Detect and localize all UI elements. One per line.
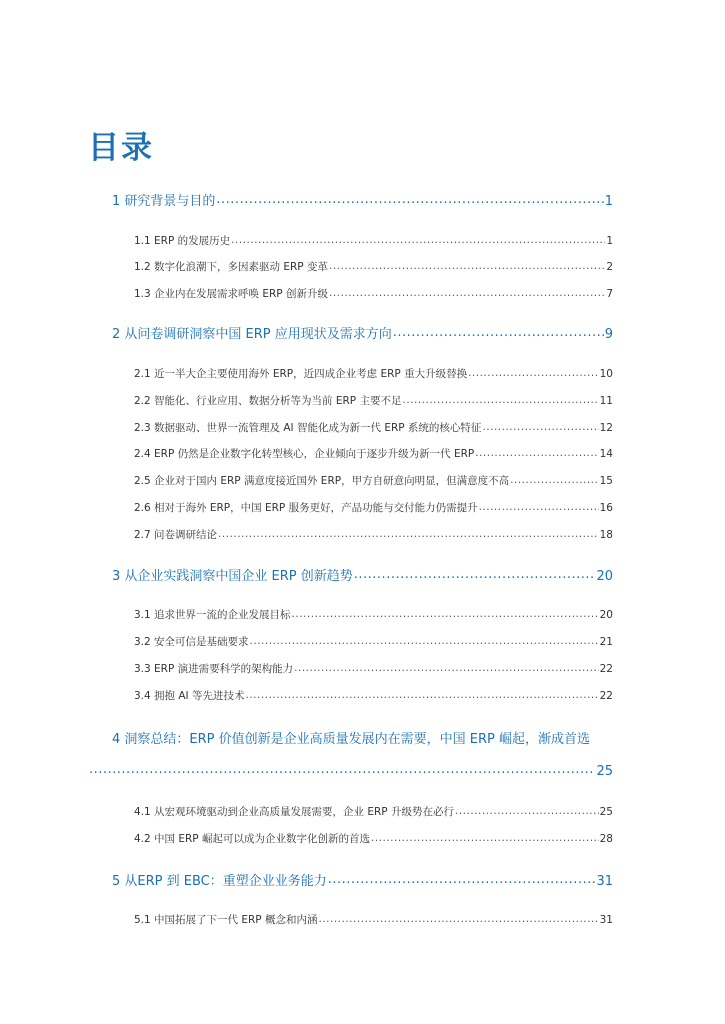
toc-page-number: 21 [599, 636, 613, 648]
toc-page-number: 31 [599, 914, 613, 926]
toc-entry-2-4[interactable] [134, 446, 613, 461]
toc-entry-1-3[interactable] [134, 286, 613, 301]
toc-entry-1-2[interactable] [134, 259, 613, 274]
toc-page-number: 7 [606, 288, 613, 300]
toc-entry-label: 5.1 中国拓展了下一代 ERP 概念和内涵 [134, 914, 318, 926]
toc-entry-3-1[interactable] [134, 607, 613, 622]
dot-leader [218, 528, 599, 539]
dot-leader [455, 805, 599, 816]
dot-leader [371, 832, 599, 843]
dot-leader [479, 501, 599, 512]
toc-entry-label: 2.2 智能化、行业应用、数据分析等为当前 ERP 主要不足 [134, 395, 402, 407]
toc-page-number: 18 [599, 529, 613, 541]
toc-entry-2[interactable] [112, 323, 613, 342]
toc-entry-4-1[interactable] [134, 804, 613, 819]
toc-page-number: 14 [599, 448, 613, 460]
toc-page-number: 12 [599, 422, 613, 434]
toc-page-number: 1 [604, 194, 613, 209]
dot-leader [231, 234, 605, 245]
dot-leader [292, 608, 599, 619]
toc-page-number: 25 [596, 764, 613, 779]
toc-entry-label: 2.1 近一半大企主要使用海外 ERP，近四成企业考虑 ERP 重大升级替换 [134, 368, 468, 380]
toc-page-number: 28 [599, 833, 613, 845]
toc-entry-label: 3.4 拥抱 AI 等先进技术 [134, 690, 245, 702]
toc-entry-2-3[interactable] [134, 420, 613, 435]
toc-entry-2-7[interactable] [134, 527, 613, 542]
dot-leader [318, 913, 598, 924]
toc-page-number: 22 [599, 663, 613, 675]
page-title: 目录 [88, 130, 154, 166]
dot-leader [402, 394, 598, 405]
toc-page-number: 22 [599, 690, 613, 702]
dot-leader [329, 260, 605, 271]
toc-page-number: 16 [599, 502, 613, 514]
toc-page-number: 10 [599, 368, 613, 380]
dot-leader [250, 635, 599, 646]
dot-leader [89, 762, 595, 775]
toc-page-number: 15 [599, 475, 613, 487]
toc-entry-4-label-line[interactable] [112, 728, 613, 747]
toc-entry-4-2[interactable] [134, 831, 613, 846]
toc-entry-3-2[interactable] [134, 634, 613, 649]
toc-page-number: 20 [596, 569, 613, 584]
toc-entry-4[interactable] [88, 762, 613, 779]
dot-leader [475, 447, 598, 458]
toc-entry-label: 1.1 ERP 的发展历史 [134, 235, 231, 247]
dot-leader [216, 192, 603, 205]
toc-entry-1[interactable] [112, 190, 613, 209]
toc-entry-label: 4.2 中国 ERP 崛起可以成为企业数字化创新的首选 [134, 833, 370, 845]
toc-page-number: 9 [604, 327, 613, 342]
toc-entry-label: 3 从企业实践洞察中国企业 ERP 创新趋势 [112, 569, 353, 584]
toc-entry-1-1[interactable] [134, 233, 613, 248]
dot-leader [468, 367, 599, 378]
toc-entry-label: 1.3 企业内在发展需求呼唤 ERP 创新升级 [134, 288, 328, 300]
toc-entry-label: 5 从ERP 到 EBC：重塑企业业务能力 [112, 874, 327, 889]
toc-page-number: 31 [596, 874, 613, 889]
toc-entry-label: 1.2 数字化浪潮下，多因素驱动 ERP 变革 [134, 261, 328, 273]
toc-entry-label: 2.3 数据驱动、世界一流管理及 AI 智能化成为新一代 ERP 系统的核心特征 [134, 422, 482, 434]
toc-entry-label: 3.1 追求世界一流的企业发展目标 [134, 609, 291, 621]
toc-entry-5-1[interactable] [134, 912, 613, 927]
toc-entry-label: 4.1 从宏观环境驱动到企业高质量发展需要，企业 ERP 升级势在必行 [134, 806, 454, 818]
toc-entry-3-3[interactable] [134, 661, 613, 676]
toc-page-number: 1 [606, 235, 613, 247]
toc-entry-label: 3.2 安全可信是基础要求 [134, 636, 249, 648]
toc-entry-2-6[interactable] [134, 500, 613, 515]
toc-entry-label: 2 从问卷调研洞察中国 ERP 应用现状及需求方向 [112, 327, 392, 342]
toc-entry-label: 2.7 问卷调研结论 [134, 529, 218, 541]
dot-leader [294, 662, 598, 673]
toc-entry-3[interactable] [112, 565, 613, 584]
toc-entry-label: 4 洞察总结：ERP 价值创新是企业高质量发展内在需要，中国 ERP 崛起，渐成首选 [112, 732, 590, 747]
toc-entry-5[interactable] [112, 870, 613, 889]
toc-entry-label: 3.3 ERP 演进需要科学的架构能力 [134, 663, 294, 675]
dot-leader [328, 872, 596, 885]
toc-page-number: 2 [606, 261, 613, 273]
toc-page-number: 25 [599, 806, 613, 818]
toc-entry-2-2[interactable] [134, 393, 613, 408]
toc-entry-label: 2.5 企业对于国内 ERP 满意度接近国外 ERP，甲方自研意向明显，但满意度不高 [134, 475, 510, 487]
dot-leader [354, 567, 596, 580]
dot-leader [246, 689, 599, 700]
toc-page-number: 20 [599, 609, 613, 621]
dot-leader [329, 287, 605, 298]
toc-entry-2-1[interactable] [134, 366, 613, 381]
dot-leader [482, 421, 598, 432]
toc-entry-label: 2.6 相对于海外 ERP，中国 ERP 服务更好，产品功能与交付能力仍需提升 [134, 502, 478, 514]
dot-leader [510, 474, 599, 485]
toc-entry-3-4[interactable] [134, 688, 613, 703]
toc-page-number: 11 [599, 395, 613, 407]
toc-entry-2-5[interactable] [134, 473, 613, 488]
toc-entry-label: 1 研究背景与目的 [112, 194, 216, 209]
toc-entry-label: 2.4 ERP 仍然是企业数字化转型核心，企业倾向于逐步升级为新一代 ERP [134, 448, 475, 460]
dot-leader [393, 325, 604, 338]
